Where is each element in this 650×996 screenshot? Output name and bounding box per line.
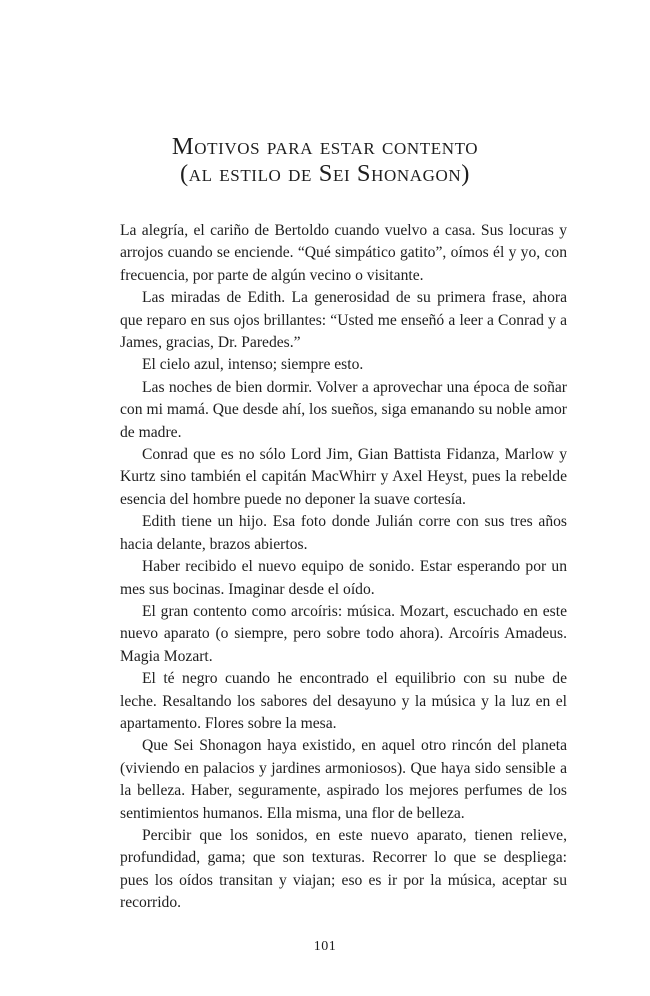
page-number: 101 (313, 939, 337, 954)
paragraph: Conrad que es no sólo Lord Jim, Gian Battista Fidanza, Marlow y Kurtz sino también el capitán MacWhirr y Axel Heyst, pues la rebelde esencia del hombre puede no deponer la suave cortesía. (120, 446, 567, 508)
paragraph: Las miradas de Edith. La generosidad de su primera frase, ahora que reparo en sus ojos brillantes: “Usted me enseñó a leer a Conrad y a James, gracias, Dr. Paredes.” (120, 289, 567, 352)
chapter-title-line-2: (al estilo de Sei Shonagon) (179, 160, 471, 187)
paragraph: Haber recibido el nuevo equipo de sonido. Estar esperando por un mes sus bocinas. Imaginar desde el oído. (120, 558, 567, 598)
paragraph: El cielo azul, intenso; siempre esto. (142, 356, 364, 374)
paragraph: Edith tiene un hijo. Esa foto donde Julián corre con sus tres años hacia delante, brazos abiertos. (120, 513, 567, 553)
paragraph: Que Sei Shonagon haya existido, en aquel otro rincón del planeta (viviendo en palacios y jardines armoniosos). Que haya sido sensible a la belleza. Haber, seguramente, aspirado los mejores perfumes de los sentimientos humanos. Ella misma, una flor de belleza. (120, 737, 567, 822)
paragraph: Las noches de bien dormir. Volver a aprovechar una época de soñar con mi mamá. Que desde ahí, los sueños, siga emanando su noble amor de madre. (120, 378, 567, 441)
chapter-title-line-1: Motivos para estar contento (171, 133, 479, 160)
paragraph: El gran contento como arcoíris: música. Mozart, escuchado en este nuevo aparato (o siempre, pero sobre todo ahora). Arcoíris Amadeus. Magia Mozart. (120, 602, 567, 665)
body-text (120, 220, 567, 915)
chapter-title (0, 133, 650, 187)
paragraph: Percibir que los sonidos, en este nuevo aparato, tienen relieve, profundidad, gama; que son texturas. Recorrer lo que se despliega: pues los oídos transitan y viajan; eso es ir por la música, aceptar su recorrido. (120, 826, 567, 912)
paragraph: El té negro cuando he encontrado el equilibrio con su nube de leche. Resaltando los sabores del desayuno y la música y la luz en el apartamento. Flores sobre la mesa. (120, 670, 567, 732)
paragraph: La alegría, el cariño de Bertoldo cuando vuelvo a casa. Sus locuras y arrojos cuando se enciende. “Qué simpático gatito”, oímos él y yo, con frecuencia, por parte de algún vecino o visitante. (120, 222, 567, 284)
